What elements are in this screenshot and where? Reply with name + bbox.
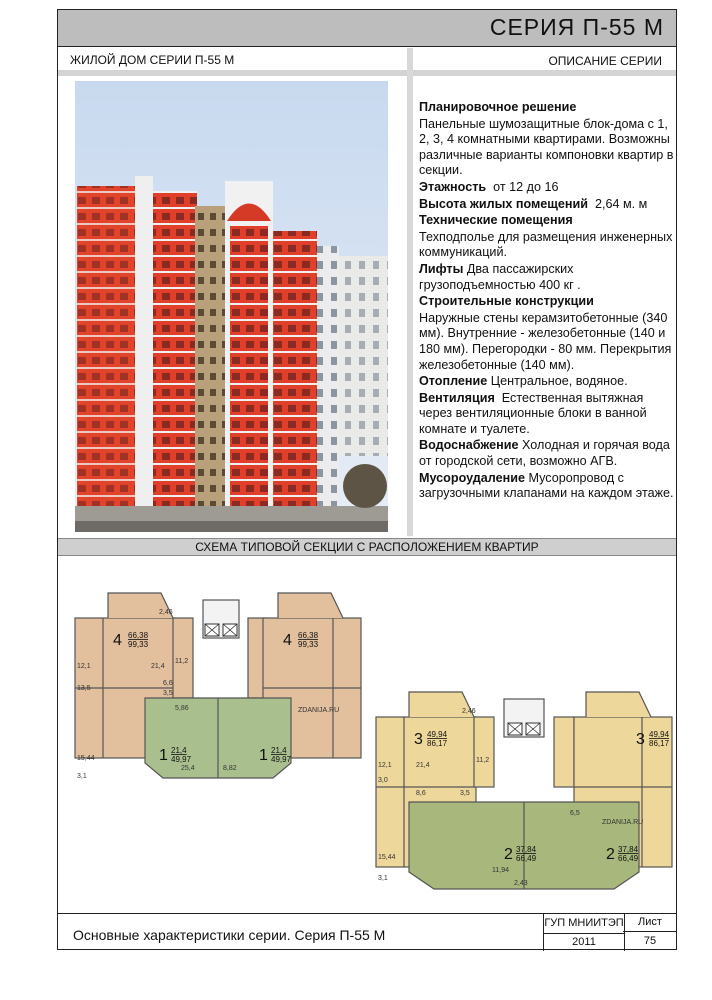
description-label: Этажность: [419, 179, 487, 194]
apt4-area-living: 66,38: [128, 631, 149, 640]
plan-right-dim: 3,1: [378, 875, 388, 882]
apt2b-rooms: 2: [606, 846, 615, 863]
series-description: [419, 100, 675, 503]
apt2-area-living: 37,84: [516, 845, 537, 854]
apt2b-area-total: 66,49: [618, 854, 639, 863]
description-text: от 12 до 16: [486, 179, 559, 194]
apt4b-rooms: 4: [283, 632, 292, 649]
page-frame: [57, 9, 677, 950]
apt3b-area-living: 49,94: [649, 730, 670, 739]
description-label: Мусороудаление: [419, 470, 525, 485]
description-item: [419, 100, 675, 116]
description-label: Отопление: [419, 374, 488, 389]
description-label: Планировочное решение: [419, 100, 577, 114]
apt4b-area-living: 66,38: [298, 631, 319, 640]
description-caption: ОПИСАНИЕ СЕРИИ: [548, 54, 662, 68]
description-label: Вентиляция: [419, 390, 495, 405]
apt1-area-living: 21,4: [171, 746, 187, 755]
plan-right-dim: 21,4: [416, 762, 430, 769]
plan-left-dim: 12,1: [77, 663, 91, 670]
description-item: [419, 471, 675, 502]
scheme-title: СХЕМА ТИПОВОЙ СЕКЦИИ С РАСПОЛОЖЕНИЕМ КВАРТИР: [58, 538, 676, 556]
footer-sheet-number: 75: [643, 935, 657, 947]
plan-right-dim: 12,1: [378, 762, 392, 769]
plan-right-dim: 11,2: [476, 757, 490, 764]
apt1b-area-living: 21,4: [271, 746, 287, 755]
apt2b-area-living: 37,84: [618, 845, 639, 854]
description-item: [419, 213, 675, 229]
description-item: [419, 197, 675, 213]
description-item: [419, 311, 675, 373]
plan-right-dim: 3,0: [378, 777, 388, 784]
plan-left-dim: 11,2: [175, 658, 189, 665]
plan-right-watermark: ZDANIJA.RU: [602, 819, 644, 826]
series-title: СЕРИЯ П-55 М: [489, 14, 664, 40]
divider-bar: [58, 70, 676, 76]
description-text: 2,64 м. м: [588, 196, 648, 211]
description-item: [419, 230, 675, 261]
description-item: [419, 180, 675, 196]
plan-right-dim: 15,44: [378, 854, 396, 861]
plan-left-dim: 3,1: [77, 773, 87, 780]
plan-left-dim: 3,5: [163, 690, 173, 697]
apt4b-area-total: 99,33: [298, 640, 319, 649]
title-bar: [58, 10, 676, 47]
plan-right-drawing: [374, 687, 674, 892]
apt3b-area-total: 86,17: [649, 739, 670, 748]
column-divider: [407, 48, 413, 536]
title-block: [543, 914, 678, 951]
footer-sheet-label: Лист: [623, 914, 677, 932]
building-caption: ЖИЛОЙ ДОМ СЕРИИ П-55 М: [70, 53, 235, 67]
description-text: Техподполье для размещения инженерных коммуникаций.: [419, 229, 676, 260]
plan-right-dim: 8,6: [416, 790, 426, 797]
description-label: Строительные конструкции: [419, 294, 594, 309]
footer-org: ГУП МНИИТЭП: [543, 914, 625, 934]
description-item: [419, 262, 675, 293]
page-footer: [58, 913, 676, 951]
description-item: [419, 117, 675, 179]
apt1b-rooms: 1: [259, 747, 268, 764]
description-label: Технические помещения: [419, 213, 573, 228]
building-photo: [75, 81, 388, 532]
plan-left-dim: 6,6: [163, 680, 173, 687]
plan-right-dim: 6,5: [570, 810, 580, 817]
description-item: [419, 391, 675, 438]
description-text: Панельные шумозащитные блок-дома с 1, 2, 3, 4 комнатными квартирами. Возможны различные варианты компоновки квартир в секции.: [419, 116, 677, 178]
plan-left-dim: 25,4: [181, 765, 195, 772]
building-illustration: [75, 81, 388, 532]
plan-right-dim: 2,46: [462, 708, 476, 715]
description-item: [419, 438, 675, 469]
description-label: Водоснабжение: [419, 438, 519, 453]
apt1b-area-total: 49,97: [271, 755, 292, 764]
plan-left-watermark: ZDANIJA.RU: [298, 707, 340, 714]
floor-plan-left: [73, 588, 363, 788]
description-text: Мусоропровод с загрузочными клапанами на каждом этаже.: [419, 470, 674, 501]
description-item: [419, 294, 675, 310]
plan-left-dim: 13,5: [77, 685, 91, 692]
plan-left-drawing: [73, 588, 363, 783]
footer-caption: Основные характеристики серии. Серия П-55 М: [73, 927, 386, 943]
apt3-area-total: 86,17: [427, 739, 448, 748]
apt1-rooms: 1: [159, 747, 168, 764]
apt2-area-total: 66,49: [516, 854, 537, 863]
floor-plan-right: [374, 687, 674, 897]
plan-left-dim: 2,46: [159, 609, 173, 616]
description-item: [419, 374, 675, 390]
description-text: Два пассажирских грузоподъемностью 400 кг .: [419, 261, 581, 292]
description-text: Естественная вытяжная через вентиляционные блоки в ванной комнате и туалете.: [419, 390, 651, 436]
plan-left-dim: 5,86: [175, 705, 189, 712]
footer-year: 2011: [543, 933, 625, 951]
apt1-area-total: 49,97: [171, 755, 192, 764]
plan-left-dim: 8,82: [223, 765, 237, 772]
apt3-area-living: 49,94: [427, 730, 448, 739]
description-label: Высота жилых помещений: [419, 196, 589, 211]
apt4-area-total: 99,33: [128, 640, 149, 649]
apt2-rooms: 2: [504, 846, 513, 863]
apt4-rooms: 4: [113, 632, 122, 649]
description-text: Центральное, водяное.: [487, 374, 628, 389]
plan-left-dim: 15,44: [77, 755, 95, 762]
plan-right-dim: 2,43: [514, 880, 528, 887]
plan-right-dim: 3,5: [460, 790, 470, 797]
plan-right-dim: 11,94: [492, 867, 509, 874]
description-label: Лифты: [419, 261, 464, 276]
apt3b-rooms: 3: [636, 731, 645, 748]
apt3-rooms: 3: [414, 731, 423, 748]
description-text: Наружные стены керамзитобетонные (340 мм). Внутренние - железобетонные (140 и 180 мм). Перегородки - 80 мм. Перекрытия железобетонные (140 мм).: [419, 310, 675, 372]
plan-left-dim: 21,4: [151, 663, 165, 670]
description-text: Холодная и горячая вода от городской сети, возможно АГВ.: [419, 438, 674, 469]
